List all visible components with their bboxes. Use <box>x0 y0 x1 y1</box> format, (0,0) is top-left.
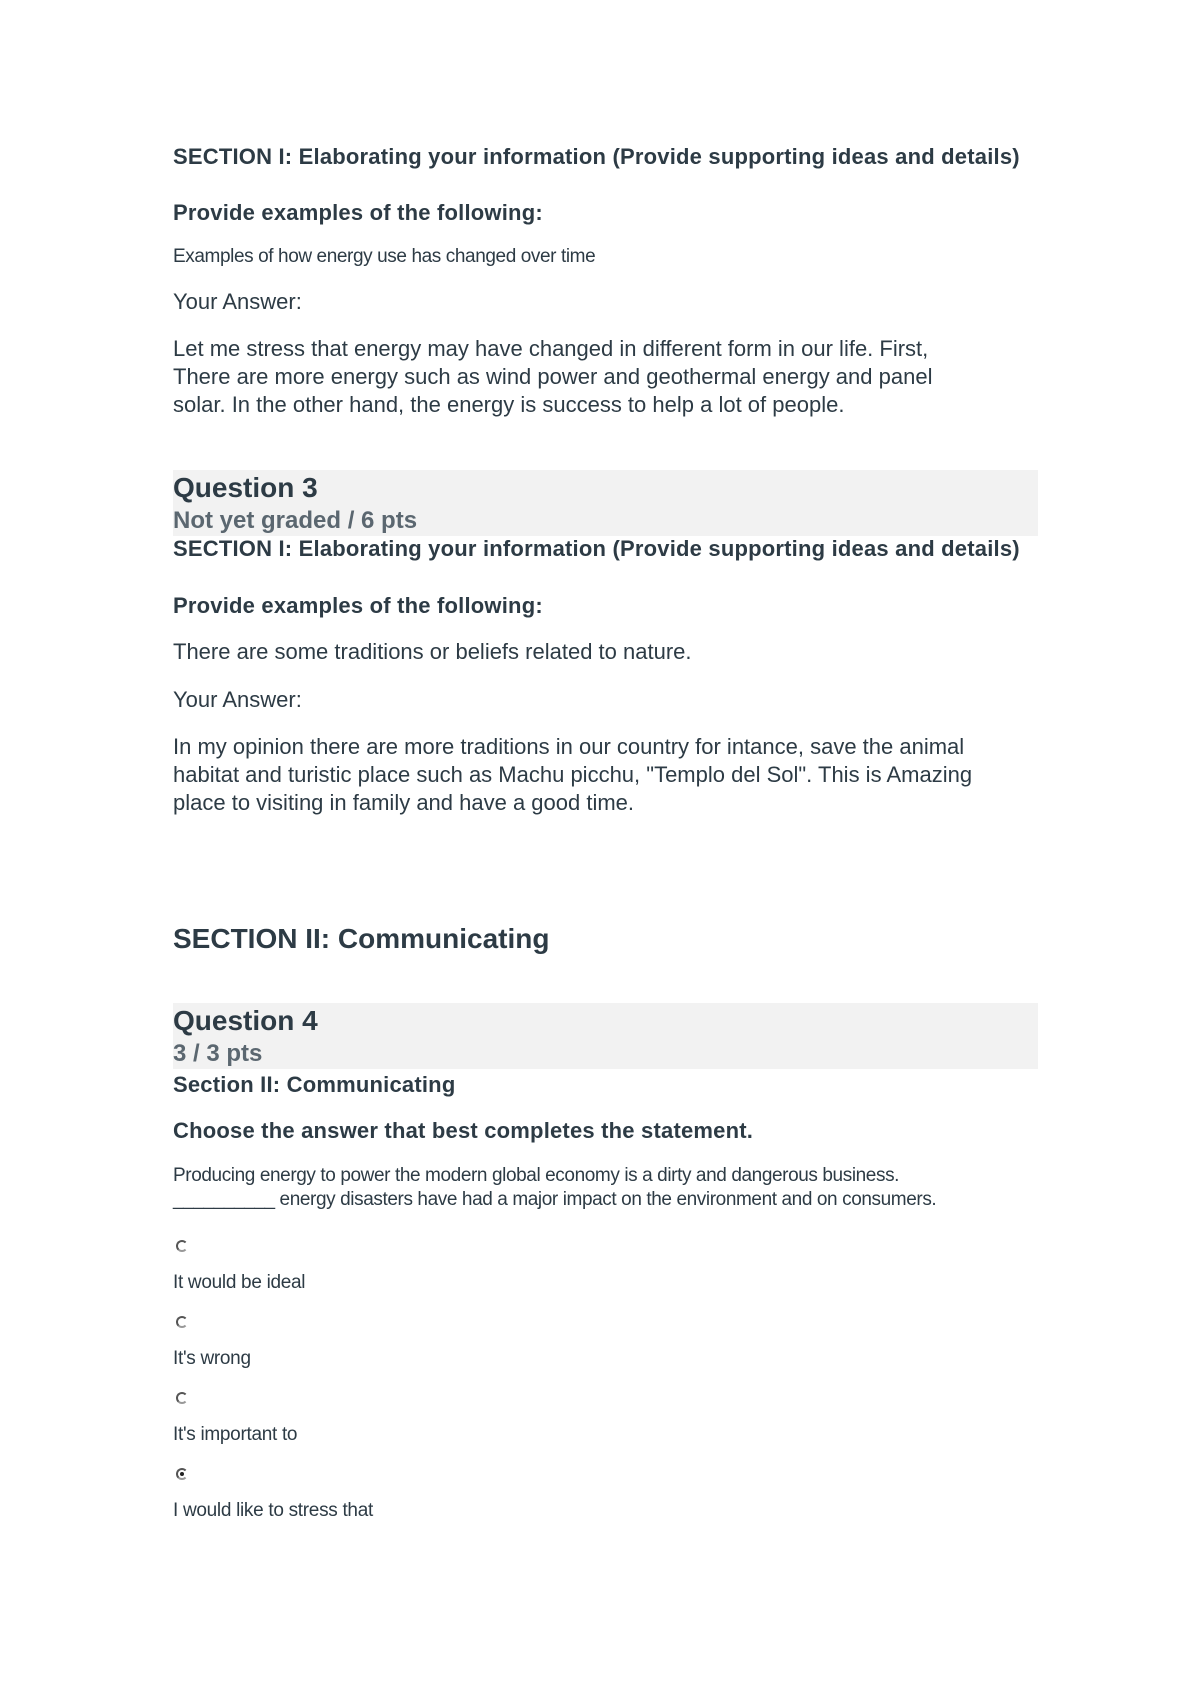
q2-your-answer-label: Your Answer: <box>173 289 302 314</box>
q3-your-answer-label: Your Answer: <box>173 687 302 712</box>
q4-prompt-line: __________ energy disasters have had a major impact on the environment and on consumers. <box>173 1189 937 1210</box>
option-2-label[interactable]: It's wrong <box>173 1348 251 1369</box>
q3-section-heading: SECTION I: Elaborating your information (Provide supporting ideas and details) <box>173 536 1020 561</box>
q3-points: Not yet graded / 6 pts <box>173 507 418 534</box>
q3-answer-line: In my opinion there are more traditions in our country for intance, save the animal <box>173 734 965 759</box>
q2-instruction: Provide examples of the following: <box>173 200 543 225</box>
q2-answer-line: Let me stress that energy may have changed in different form in our life. First, <box>173 336 929 361</box>
q4-section-label: Section II: Communicating <box>173 1072 456 1097</box>
q4-prompt-line: Producing energy to power the modern global economy is a dirty and dangerous business. <box>173 1165 900 1186</box>
q3-title: Question 3 <box>173 472 318 503</box>
q2-answer-line: There are more energy such as wind power and geothermal energy and panel <box>173 364 933 389</box>
q3-answer-line: place to visiting in family and have a good time. <box>173 790 635 815</box>
q2-section-heading: SECTION I: Elaborating your information (Provide supporting ideas and details) <box>173 144 1020 169</box>
option-1-radio[interactable] <box>176 1240 188 1252</box>
q4-title: Question 4 <box>173 1005 318 1036</box>
q4-instruction: Choose the answer that best completes the statement. <box>173 1118 754 1143</box>
option-4-label[interactable]: I would like to stress that <box>173 1500 373 1521</box>
option-3-radio[interactable] <box>176 1392 188 1404</box>
option-4-radio-selected[interactable] <box>176 1468 188 1480</box>
q4-prompt <box>173 1164 1038 1212</box>
q3-header <box>173 470 1038 536</box>
q4-header <box>173 1003 1038 1069</box>
q3-answer-line: habitat and turistic place such as Machu picchu, "Templo del Sol". This is Amazing <box>173 762 973 787</box>
q2-prompt: Examples of how energy use has changed over time <box>173 246 596 267</box>
option-1-label[interactable]: It would be ideal <box>173 1272 306 1293</box>
q3-instruction: Provide examples of the following: <box>173 593 543 618</box>
q3-prompt: There are some traditions or beliefs related to nature. <box>173 639 692 664</box>
option-3-label[interactable]: It's important to <box>173 1424 298 1445</box>
q2-answer-text <box>173 335 1033 419</box>
section-2-title: SECTION II: Communicating <box>173 923 550 954</box>
q2-answer-line: solar. In the other hand, the energy is success to help a lot of people. <box>173 392 845 417</box>
q4-points: 3 / 3 pts <box>173 1040 263 1067</box>
q3-answer-text <box>173 733 973 817</box>
option-2-radio[interactable] <box>176 1316 188 1328</box>
